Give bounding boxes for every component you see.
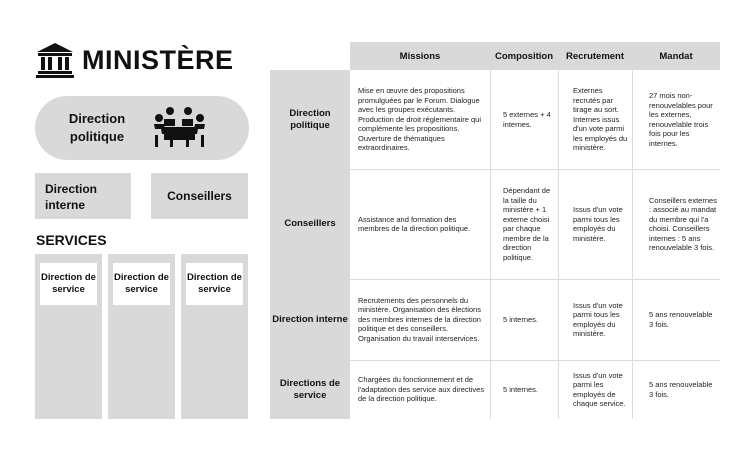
table-cell: Issus d'un vote parmi tous les employés du ministère.	[573, 300, 623, 338]
table-cell: 5 internes.	[503, 314, 539, 324]
conseillers-box	[151, 173, 248, 219]
row-label: Direction interne	[272, 313, 348, 325]
table-cell: 27 mois non-renouvelables pour les externes, renouvelable trois fois pour les internes.	[649, 91, 713, 148]
table-cell: Assistance and formation des membres de la direction politique.	[358, 214, 471, 233]
header-missions: Missions	[350, 42, 490, 70]
services-title: SERVICES	[36, 232, 107, 248]
table-cell: 5 internes.	[503, 384, 539, 394]
direction-interne-label: Direction interne	[45, 182, 98, 212]
table-cell: Chargées du fonctionnement et de l'adaptation des service aux directives de la direction politique.	[358, 375, 485, 404]
table-cell: Dépendant de la taille du ministère + 1 externe choisi par chaque membre de la direction politique.	[503, 186, 551, 262]
service-column	[35, 254, 102, 419]
table-cell: Externes recrutés par tirage au sort. Internes issus d'un vote parmi les employés du ministère.	[573, 86, 628, 153]
service-column	[181, 254, 248, 419]
row-label: Direction politique	[289, 107, 331, 131]
direction-interne-box	[35, 173, 131, 219]
row-label: Conseillers	[284, 218, 336, 229]
header-composition: Composition	[490, 42, 558, 70]
table-cell: 5 externes + 4 internes.	[503, 110, 551, 129]
service-column	[108, 254, 175, 419]
service-direction-label: Direction de service	[186, 263, 243, 305]
page-title: MINISTÈRE	[82, 44, 234, 75]
building-icon	[36, 42, 74, 78]
meeting-icon	[153, 105, 207, 149]
row-label: Directions de service	[279, 377, 341, 401]
ministry-title	[36, 40, 234, 80]
table-cell: 5 ans renouvelable 3 fois.	[649, 380, 713, 399]
grid-line	[632, 70, 633, 419]
table-cell: Mise en œuvre des propositions promulguées par le Forum. Dialogue avec les groupes exécutants. Production de droit réglementaire qui complémente les propositions. Ouverture de thématiques extraordinaires.	[358, 86, 481, 153]
grid-line	[490, 70, 491, 419]
ministry-table	[270, 42, 720, 419]
table-cell: Issus d'un vote parmi les employés de chaque service.	[573, 370, 626, 408]
service-direction-label: Direction de service	[113, 263, 170, 305]
direction-politique-box	[35, 96, 249, 160]
service-direction-label: Direction de service	[40, 263, 97, 305]
header-recrutement: Recrutement	[558, 42, 632, 70]
table-cell: Conseillers externes : associé au mandat du membre qui l'a choisi. Conseillers internes : 5 ans renouvelable 3 fois.	[649, 195, 717, 252]
grid-line	[558, 70, 559, 419]
conseillers-label: Conseillers	[167, 189, 232, 203]
table-cell: Recrutements des personnels du ministère. Organisation des élections des membres internes de la direction politique et des conseillers. Organisation du travail interservices.	[358, 295, 481, 343]
direction-politique-label: Direction politique	[68, 111, 126, 144]
table-cell: Issus d'un vote parmi tous les employés du ministère.	[573, 205, 623, 243]
header-mandat: Mandat	[632, 42, 720, 70]
table-cell: 5 ans renouvelable 3 fois.	[649, 310, 713, 329]
